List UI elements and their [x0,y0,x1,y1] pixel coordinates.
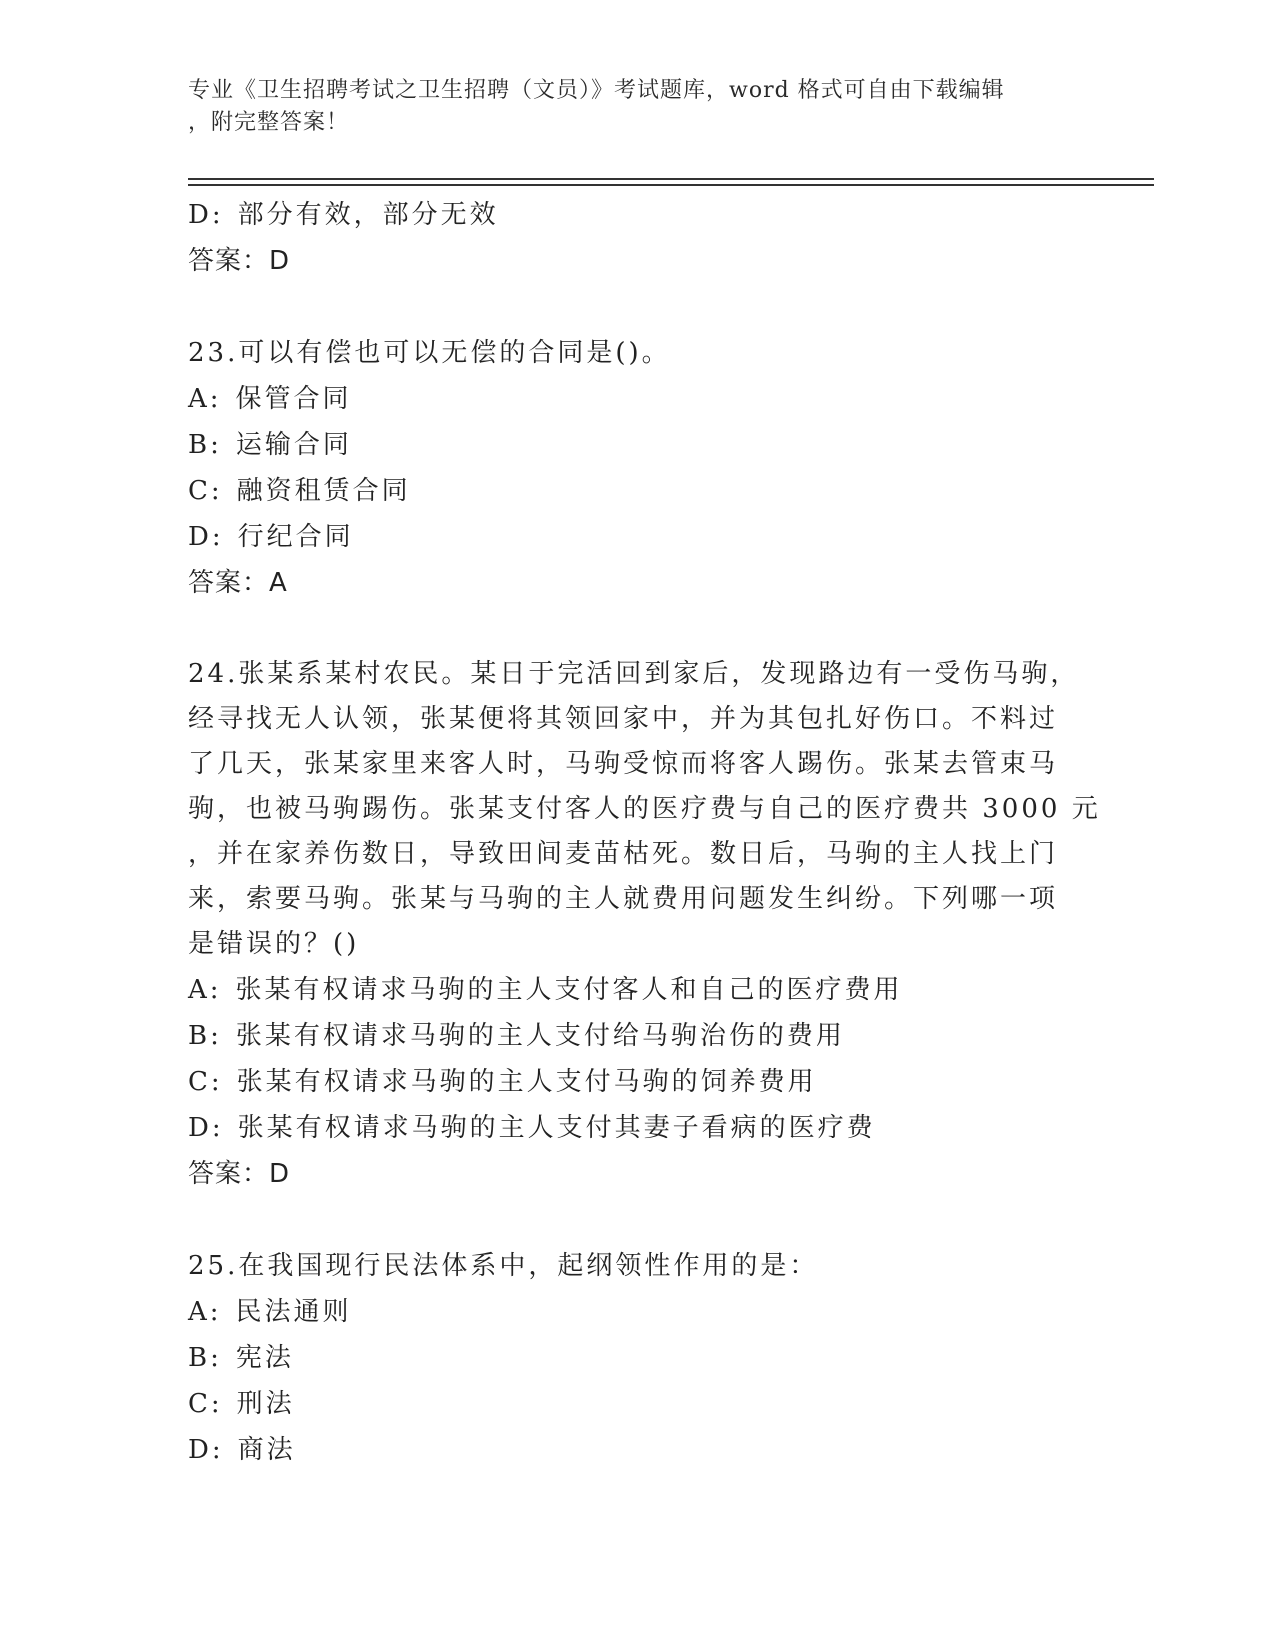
option-letter: D: [188,522,224,552]
option-text: 行纪合同 [237,522,354,552]
option-text: 宪法 [235,1343,294,1373]
option-text: 商法 [237,1435,296,1465]
question-content [188,192,1101,1473]
header-divider-bottom [188,184,1154,186]
option-letter: B: [188,1343,222,1373]
option-letter: A: [188,975,222,1005]
spacer [188,1197,1088,1243]
option-text: 张某有权请求马驹的主人支付其妻子看病的医疗费 [237,1113,876,1143]
option-text: 民法通则 [235,1297,352,1327]
option-text: 保管合同 [235,384,352,414]
q24-stem-line: ，并在家养伤数日，导致田间麦苗枯死。数日后，马驹的主人找上门 [188,839,1059,869]
option-text: 部分有效，部分无效 [237,200,499,230]
q24-stem-line: 了几天，张某家里来客人时，马驹受惊而将客人踢伤。张某去管束马 [188,749,1059,779]
option-text: 融资租赁合同 [236,476,411,506]
option-text: 张某有权请求马驹的主人支付客人和自己的医疗费用 [235,975,903,1005]
option-text: 运输合同 [235,430,352,460]
option-letter: A: [188,1297,222,1327]
option-text: 刑法 [236,1389,295,1419]
q25-option-a [188,1289,1088,1335]
q24-stem-line: 24.张某系某村农民。某日于完活回到家后，发现路边有一受伤马驹， [188,659,1080,689]
prev-option-d [188,192,1088,238]
option-letter: D: [188,200,224,230]
q24-answer: 答案：D [188,1159,291,1189]
document-header [188,75,1088,139]
option-text: 张某有权请求马驹的主人支付给马驹治伤的费用 [235,1021,845,1051]
q23-option-a [188,376,1088,422]
q23-option-b [188,422,1088,468]
header-line-1: 专业《卫生招聘考试之卫生招聘（文员）》考试题库，word 格式可自由下载编辑 [188,78,1005,103]
prev-answer: 答案：D [188,246,291,276]
q24-option-a [188,967,1088,1013]
option-letter: A: [188,384,222,414]
option-letter: C: [188,1067,223,1097]
q24-stem-line: 是错误的？() [188,929,360,959]
option-text: 张某有权请求马驹的主人支付马驹的饲养费用 [236,1067,817,1097]
q24-stem-line: 经寻找无人认领，张某便将其领回家中，并为其包扎好伤口。不料过 [188,704,1059,734]
q25-option-b [188,1335,1088,1381]
option-letter: D: [188,1435,224,1465]
q23-option-c [188,468,1088,514]
option-letter: C: [188,1389,223,1419]
header-divider-top [188,178,1154,180]
q24-stem-line: 驹，也被马驹踢伤。张某支付客人的医疗费与自己的医疗费共 3000 元 [188,794,1101,824]
q23-answer: 答案：A [188,568,288,598]
header-line-2: ，附完整答案！ [188,110,350,135]
option-letter: C: [188,476,223,506]
q24-option-d [188,1105,1088,1151]
q23-stem: 23.可以有偿也可以无偿的合同是()。 [188,338,671,368]
option-letter: D: [188,1113,224,1143]
q24-option-b [188,1013,1088,1059]
spacer [188,606,1088,652]
q25-option-c [188,1381,1088,1427]
q24-option-c [188,1059,1088,1105]
q24-stem-line: 来，索要马驹。张某与马驹的主人就费用问题发生纠纷。下列哪一项 [188,884,1059,914]
q25-stem: 25.在我国现行民法体系中，起纲领性作用的是： [188,1251,819,1281]
q23-option-d [188,514,1088,560]
option-letter: B: [188,430,222,460]
spacer [188,284,1088,330]
q25-option-d [188,1427,1088,1473]
option-letter: B: [188,1021,222,1051]
